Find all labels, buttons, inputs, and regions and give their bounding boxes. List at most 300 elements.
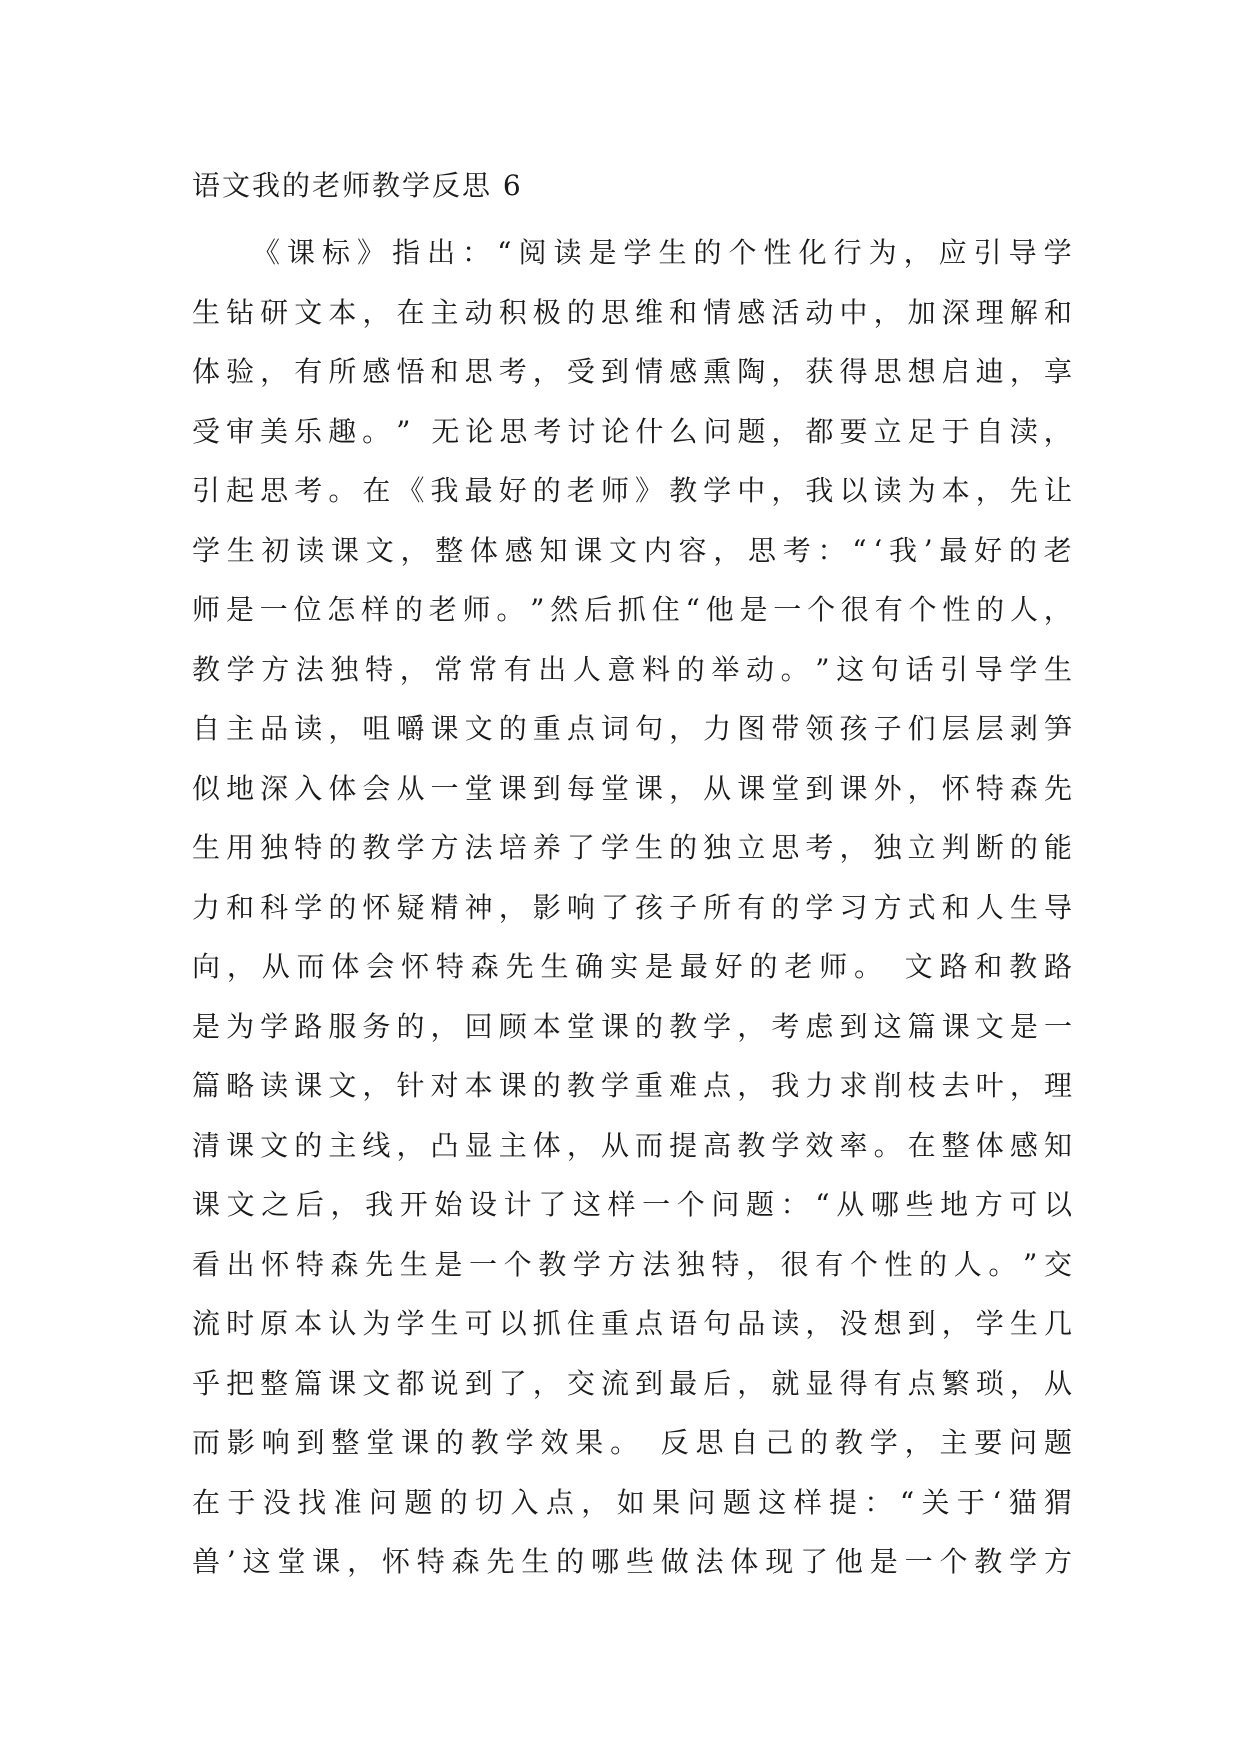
text-glyph: 我 bbox=[365, 1188, 394, 1221]
text-glyph: 重 bbox=[600, 1307, 629, 1340]
text-glyph: 始 bbox=[434, 1188, 463, 1221]
text-glyph: 就 bbox=[771, 1366, 800, 1400]
text-glyph: 繁 bbox=[941, 1366, 970, 1400]
text-glyph: 认 bbox=[328, 1307, 357, 1340]
text-glyph: 很 bbox=[840, 593, 869, 626]
text-glyph: 用 bbox=[226, 831, 255, 864]
text-glyph: ， bbox=[805, 1307, 834, 1340]
text-glyph: 美 bbox=[260, 414, 289, 448]
text-glyph: ， bbox=[975, 474, 1004, 507]
text-glyph: 感 bbox=[669, 355, 698, 388]
text-glyph: 于 bbox=[956, 1485, 985, 1519]
text-glyph: 先 bbox=[365, 1247, 394, 1281]
text-glyph: 针 bbox=[396, 1069, 425, 1102]
text-glyph: 略 bbox=[226, 1069, 255, 1102]
text-glyph: 些 bbox=[625, 1545, 654, 1578]
text-glyph: ， bbox=[746, 1247, 775, 1281]
text-glyph: 抓 bbox=[617, 593, 646, 626]
text-glyph: 最 bbox=[669, 1366, 698, 1400]
text-glyph: 得 bbox=[839, 355, 868, 388]
text-glyph: 教 bbox=[1009, 950, 1038, 983]
text-glyph: 先 bbox=[1043, 771, 1072, 805]
text-glyph: 地 bbox=[940, 1188, 969, 1221]
text-glyph: 影 bbox=[226, 1426, 255, 1459]
text-glyph: 课 bbox=[574, 533, 603, 567]
text-glyph: 点 bbox=[907, 1366, 936, 1400]
text-glyph: 品 bbox=[260, 712, 289, 745]
text-glyph: 体 bbox=[328, 771, 357, 805]
text-line bbox=[192, 878, 1072, 938]
text-glyph: 交 bbox=[566, 1366, 595, 1400]
text-glyph: ， bbox=[362, 295, 391, 329]
text-glyph: 好 bbox=[498, 474, 527, 507]
text-glyph: 到 bbox=[805, 771, 834, 805]
text-glyph: 是 bbox=[588, 236, 617, 269]
text-glyph: 加 bbox=[907, 295, 936, 329]
text-glyph: 课 bbox=[226, 1128, 255, 1162]
text-glyph: 一 bbox=[904, 1545, 933, 1578]
text-line bbox=[192, 699, 1072, 759]
text-glyph: 深 bbox=[260, 771, 289, 805]
text-glyph: ， bbox=[347, 1545, 376, 1578]
text-glyph: 他 bbox=[834, 1545, 863, 1578]
text-glyph: 了 bbox=[800, 1545, 829, 1578]
text-glyph: 独 bbox=[703, 831, 732, 864]
text-glyph: 题 bbox=[722, 1485, 751, 1519]
text-glyph: 教 bbox=[566, 1069, 595, 1102]
text-glyph: 知 bbox=[1043, 1128, 1072, 1162]
text-glyph: ： bbox=[780, 1188, 809, 1221]
text-glyph: 法 bbox=[642, 1247, 671, 1281]
text-glyph: 的 bbox=[328, 831, 357, 864]
text-glyph: 起 bbox=[226, 474, 255, 507]
text-glyph: ， bbox=[566, 1128, 595, 1162]
text-glyph: 老 bbox=[566, 474, 595, 507]
text-glyph: 学 bbox=[294, 890, 323, 924]
text-glyph: 出 bbox=[226, 1247, 255, 1281]
text-glyph: 怀 bbox=[362, 890, 391, 924]
text-glyph: 所 bbox=[328, 355, 357, 388]
text-glyph: 现 bbox=[765, 1545, 794, 1578]
text-glyph: 主 bbox=[939, 1426, 968, 1459]
text-glyph: 师 bbox=[600, 474, 629, 507]
text-glyph: 生 bbox=[192, 295, 221, 329]
text-glyph: 师 bbox=[192, 593, 221, 626]
text-glyph: 中 bbox=[737, 474, 766, 507]
text-glyph: 有 bbox=[874, 593, 903, 626]
text-glyph: 思 bbox=[695, 1426, 724, 1459]
text-glyph: 后 bbox=[703, 1366, 732, 1400]
text-glyph: 嚼 bbox=[396, 712, 425, 745]
text-glyph: 生 bbox=[521, 1545, 550, 1578]
text-glyph: 到 bbox=[532, 771, 561, 805]
text-glyph: 断 bbox=[975, 831, 1004, 864]
text-glyph: 常 bbox=[434, 652, 463, 686]
text-glyph: 自 bbox=[730, 1426, 759, 1459]
text-glyph: 让 bbox=[1043, 474, 1072, 507]
text-glyph: 都 bbox=[805, 414, 834, 448]
text-glyph: 。 bbox=[873, 1128, 902, 1162]
text-glyph: 时 bbox=[226, 1307, 255, 1340]
text-glyph: 些 bbox=[905, 1188, 934, 1221]
text-glyph: 生 bbox=[192, 831, 221, 864]
text-line bbox=[192, 1235, 1072, 1295]
text-glyph: ， bbox=[330, 1188, 359, 1221]
text-glyph: ， bbox=[907, 771, 936, 805]
text-glyph: 问 bbox=[368, 1485, 397, 1519]
text-glyph: 判 bbox=[941, 831, 970, 864]
text-glyph: 路 bbox=[294, 1009, 323, 1043]
text-glyph: 几 bbox=[1043, 1307, 1072, 1340]
text-glyph: 我 bbox=[430, 474, 459, 507]
text-glyph: 效 bbox=[805, 1128, 834, 1162]
text-glyph: 感 bbox=[737, 295, 766, 329]
text-glyph: 到 bbox=[464, 1366, 493, 1400]
text-glyph: 教 bbox=[538, 1247, 567, 1281]
text-glyph: 文 bbox=[365, 533, 394, 567]
text-line bbox=[192, 283, 1072, 343]
text-glyph: 导 bbox=[1008, 236, 1037, 269]
text-line bbox=[192, 640, 1072, 700]
text-glyph: 的 bbox=[1009, 831, 1038, 864]
text-glyph: 在 bbox=[907, 1128, 936, 1162]
text-glyph: 体 bbox=[331, 950, 360, 983]
text-glyph: ， bbox=[1009, 1366, 1038, 1400]
text-glyph bbox=[645, 1413, 654, 1473]
text-glyph: 性 bbox=[942, 593, 971, 626]
text-glyph: ， bbox=[1043, 414, 1072, 448]
document-body bbox=[192, 223, 1072, 1592]
text-glyph: 教 bbox=[737, 1128, 766, 1162]
text-glyph: 问 bbox=[687, 1485, 716, 1519]
text-glyph: 而 bbox=[192, 1426, 221, 1459]
text-glyph: 个 bbox=[676, 1188, 705, 1221]
text-glyph: 点 bbox=[703, 1069, 732, 1102]
text-glyph: 感 bbox=[362, 355, 391, 388]
text-glyph: 积 bbox=[498, 295, 527, 329]
text-glyph: 主 bbox=[498, 1128, 527, 1162]
text-glyph: 他 bbox=[705, 593, 734, 626]
text-glyph: 培 bbox=[498, 831, 527, 864]
text-glyph: 堂 bbox=[566, 1009, 595, 1043]
text-glyph: 果 bbox=[575, 1426, 604, 1459]
text-glyph: 到 bbox=[600, 355, 629, 388]
text-glyph: 方 bbox=[974, 1188, 1003, 1221]
text-glyph: 线 bbox=[362, 1128, 391, 1162]
text-glyph: 教 bbox=[669, 1009, 698, 1043]
text-glyph: 足 bbox=[907, 414, 936, 448]
text-glyph: 出 bbox=[538, 652, 567, 686]
text-glyph: 习 bbox=[839, 890, 868, 924]
text-glyph: ， bbox=[737, 1009, 766, 1043]
text-glyph: 想 bbox=[873, 1307, 902, 1340]
text-glyph: 点 bbox=[566, 712, 595, 745]
text-line bbox=[192, 521, 1072, 581]
text-line bbox=[192, 818, 1072, 878]
text-glyph: 思 bbox=[464, 355, 493, 388]
text-glyph: 个 bbox=[939, 1545, 968, 1578]
text-glyph: ’ bbox=[226, 1545, 236, 1578]
text-glyph: 到 bbox=[296, 1426, 325, 1459]
text-glyph: 以 bbox=[839, 474, 868, 507]
text-glyph: ， bbox=[532, 1366, 561, 1400]
text-glyph: 熏 bbox=[703, 355, 732, 388]
text-glyph: 图 bbox=[737, 712, 766, 745]
text-glyph: 位 bbox=[293, 593, 322, 626]
text-glyph: 力 bbox=[192, 890, 221, 924]
text-glyph: 带 bbox=[771, 712, 800, 745]
text-glyph: 一 bbox=[1043, 1009, 1072, 1043]
text-glyph: 显 bbox=[464, 1128, 493, 1162]
text-line bbox=[192, 1354, 1072, 1414]
text-glyph: 引 bbox=[192, 474, 221, 507]
text-glyph: 力 bbox=[703, 712, 732, 745]
text-glyph: 本 bbox=[328, 295, 357, 329]
text-glyph: 本 bbox=[464, 1069, 493, 1102]
text-line bbox=[192, 580, 1072, 640]
text-glyph: 渎 bbox=[1009, 414, 1038, 448]
text-glyph: 主 bbox=[226, 712, 255, 745]
text-glyph: 森 bbox=[451, 1545, 480, 1578]
text-glyph: 咀 bbox=[362, 712, 391, 745]
text-glyph: 看 bbox=[192, 1247, 221, 1281]
text-glyph: 森 bbox=[470, 950, 499, 983]
text-glyph: 指 bbox=[392, 236, 421, 269]
text-glyph: 钻 bbox=[226, 295, 255, 329]
text-glyph: 疑 bbox=[396, 890, 425, 924]
text-glyph: 自 bbox=[975, 414, 1004, 448]
text-glyph: 理 bbox=[1043, 1069, 1072, 1102]
text-glyph: 的 bbox=[328, 890, 357, 924]
text-glyph: 领 bbox=[805, 712, 834, 745]
text-glyph: 先 bbox=[1009, 474, 1038, 507]
text-glyph: 学 bbox=[869, 1426, 898, 1459]
text-glyph: 没 bbox=[262, 1485, 291, 1519]
text-glyph: ， bbox=[260, 355, 289, 388]
text-glyph: 提 bbox=[669, 1128, 698, 1162]
text-glyph: 品 bbox=[737, 1307, 766, 1340]
text-glyph: 到 bbox=[839, 1009, 868, 1043]
text-glyph bbox=[416, 402, 425, 462]
text-glyph: ， bbox=[400, 533, 429, 567]
text-glyph: 教 bbox=[974, 1545, 1003, 1578]
text-glyph: 反 bbox=[660, 1426, 689, 1459]
text-glyph: 读 bbox=[260, 1069, 289, 1102]
text-glyph: 独 bbox=[330, 652, 359, 686]
text-glyph: 文 bbox=[260, 1128, 289, 1162]
text-glyph: 力 bbox=[805, 1069, 834, 1102]
text-glyph: 生 bbox=[1009, 1307, 1038, 1340]
text-glyph: 这 bbox=[873, 1009, 902, 1043]
text-glyph: 老 bbox=[428, 593, 457, 626]
text-glyph: 。 bbox=[362, 414, 391, 448]
text-glyph: 理 bbox=[975, 295, 1004, 329]
text-glyph: 和 bbox=[226, 890, 255, 924]
text-glyph: 考 bbox=[782, 533, 811, 567]
text-glyph: 所 bbox=[703, 890, 732, 924]
text-glyph: 学 bbox=[260, 1009, 289, 1043]
text-glyph: 情 bbox=[703, 295, 732, 329]
text-glyph: 层 bbox=[975, 712, 1004, 745]
text-glyph: 么 bbox=[669, 414, 698, 448]
text-glyph: 学 bbox=[623, 236, 652, 269]
text-glyph: 考 bbox=[498, 355, 527, 388]
text-glyph: ， bbox=[771, 355, 800, 388]
text-glyph bbox=[889, 937, 898, 997]
text-glyph: 悟 bbox=[396, 355, 425, 388]
text-glyph: 为 bbox=[907, 474, 936, 507]
text-glyph: 我 bbox=[805, 474, 834, 507]
text-glyph: 特 bbox=[295, 1247, 324, 1281]
text-glyph: 最 bbox=[679, 950, 708, 983]
text-glyph: 的 bbox=[676, 652, 705, 686]
text-glyph: 研 bbox=[260, 295, 289, 329]
text-glyph: 然 bbox=[550, 593, 579, 626]
text-glyph: ， bbox=[737, 1069, 766, 1102]
text-glyph: 抓 bbox=[532, 1307, 561, 1340]
text-glyph: 《 bbox=[396, 474, 425, 507]
text-glyph: 思 bbox=[499, 414, 528, 448]
text-glyph: ， bbox=[532, 355, 561, 388]
text-glyph: 题 bbox=[746, 1188, 775, 1221]
text-glyph: 立 bbox=[907, 831, 936, 864]
text-glyph: 一 bbox=[430, 771, 459, 805]
text-glyph: 之 bbox=[261, 1188, 290, 1221]
text-glyph: 后 bbox=[295, 1188, 324, 1221]
text-glyph: 体 bbox=[192, 355, 221, 388]
text-glyph: 是 bbox=[644, 950, 673, 983]
text-glyph: 笋 bbox=[1043, 712, 1072, 745]
text-glyph: 学 bbox=[1009, 652, 1038, 686]
text-glyph: 剥 bbox=[1009, 712, 1038, 745]
text-glyph: 而 bbox=[635, 1128, 664, 1162]
text-glyph: 文 bbox=[294, 295, 323, 329]
text-glyph: 地 bbox=[226, 771, 255, 805]
text-glyph: 和 bbox=[1043, 295, 1072, 329]
text-glyph: 样 bbox=[607, 1188, 636, 1221]
text-glyph: ， bbox=[498, 890, 527, 924]
text-glyph: 个 bbox=[849, 1247, 878, 1281]
text-glyph: 有 bbox=[815, 1247, 844, 1281]
text-glyph: ， bbox=[328, 712, 357, 745]
text-glyph: 从 bbox=[1043, 1366, 1072, 1400]
text-glyph: ： bbox=[864, 1485, 893, 1519]
text-glyph: 想 bbox=[907, 355, 936, 388]
text-glyph: 师 bbox=[819, 950, 848, 983]
text-glyph: 话 bbox=[905, 652, 934, 686]
text-glyph: 引 bbox=[940, 652, 969, 686]
text-glyph: 生 bbox=[540, 950, 569, 983]
text-glyph: 要 bbox=[974, 1426, 1003, 1459]
text-glyph: 流 bbox=[600, 1366, 629, 1400]
text-glyph: 方 bbox=[607, 1247, 636, 1281]
text-glyph: 容 bbox=[678, 533, 707, 567]
text-glyph: 整 bbox=[941, 1128, 970, 1162]
text-glyph: 学 bbox=[703, 474, 732, 507]
text-glyph: 学 bbox=[703, 1009, 732, 1043]
text-glyph: 方 bbox=[873, 890, 902, 924]
text-glyph: 》 bbox=[357, 236, 386, 269]
text-glyph: 有 bbox=[294, 355, 323, 388]
text-glyph: 篇 bbox=[192, 1069, 221, 1102]
text-glyph: 学 bbox=[226, 652, 255, 686]
text-glyph: 堂 bbox=[464, 771, 493, 805]
text-glyph: 怎 bbox=[327, 593, 356, 626]
text-glyph: 的 bbox=[294, 1128, 323, 1162]
text-glyph: 本 bbox=[532, 1009, 561, 1043]
text-line bbox=[192, 342, 1072, 402]
text-glyph: 兽 bbox=[192, 1545, 221, 1578]
text-glyph: 要 bbox=[839, 414, 868, 448]
text-glyph: 好 bbox=[974, 533, 1003, 567]
text-glyph: 有 bbox=[737, 890, 766, 924]
text-glyph: 样 bbox=[793, 1485, 822, 1519]
text-glyph: 哪 bbox=[591, 1545, 620, 1578]
text-glyph: 的 bbox=[749, 950, 778, 983]
text-line bbox=[192, 1056, 1072, 1116]
text-line bbox=[192, 1532, 1072, 1592]
text-glyph: 考 bbox=[533, 414, 562, 448]
text-glyph: ， bbox=[771, 414, 800, 448]
text-glyph: 考 bbox=[294, 474, 323, 507]
text-glyph: 性 bbox=[884, 1247, 913, 1281]
text-glyph: 了 bbox=[566, 831, 595, 864]
text-glyph: 好 bbox=[714, 950, 743, 983]
text-glyph: 法 bbox=[295, 652, 324, 686]
text-glyph: 。 bbox=[780, 652, 809, 686]
text-glyph: 人 bbox=[953, 1247, 982, 1281]
text-glyph: 生 bbox=[1009, 890, 1038, 924]
text-glyph: ， bbox=[669, 771, 698, 805]
text-glyph: 生 bbox=[226, 533, 255, 567]
text-glyph: 效 bbox=[540, 1426, 569, 1459]
text-line bbox=[192, 461, 1072, 521]
text-glyph: 老 bbox=[784, 950, 813, 983]
text-glyph: 回 bbox=[464, 1009, 493, 1043]
text-glyph: 句 bbox=[635, 712, 664, 745]
text-glyph: “ bbox=[685, 593, 700, 626]
text-glyph: 一 bbox=[642, 1188, 671, 1221]
text-glyph: ， bbox=[1009, 1069, 1038, 1102]
text-glyph: 响 bbox=[566, 890, 595, 924]
text-glyph: 猬 bbox=[1043, 1485, 1072, 1519]
text-glyph: 动 bbox=[805, 295, 834, 329]
text-glyph: ， bbox=[903, 236, 932, 269]
text-glyph: 行 bbox=[833, 236, 862, 269]
text-glyph: 以 bbox=[498, 1307, 527, 1340]
text-glyph: 务 bbox=[362, 1009, 391, 1043]
text-glyph: ， bbox=[737, 1366, 766, 1400]
text-glyph: 文 bbox=[464, 712, 493, 745]
text-glyph: ” bbox=[815, 652, 830, 686]
text-glyph: 和 bbox=[430, 355, 459, 388]
text-glyph: 这 bbox=[758, 1485, 787, 1519]
text-glyph: 主 bbox=[328, 1128, 357, 1162]
text-glyph: 堂 bbox=[366, 1426, 395, 1459]
text-glyph: 主 bbox=[430, 295, 459, 329]
text-glyph: 流 bbox=[192, 1307, 221, 1340]
text-glyph: ‘ bbox=[873, 533, 883, 567]
text-glyph: 文 bbox=[328, 1069, 357, 1102]
text-glyph: ， bbox=[399, 652, 428, 686]
document-title: 语文我的老师教学反思 6 bbox=[192, 169, 523, 202]
text-glyph: 动 bbox=[746, 652, 775, 686]
text-glyph: ， bbox=[581, 1485, 610, 1519]
text-glyph: 语 bbox=[669, 1307, 698, 1340]
text-glyph: 方 bbox=[430, 831, 459, 864]
text-glyph: 方 bbox=[261, 652, 290, 686]
text-glyph: 后 bbox=[584, 593, 613, 626]
